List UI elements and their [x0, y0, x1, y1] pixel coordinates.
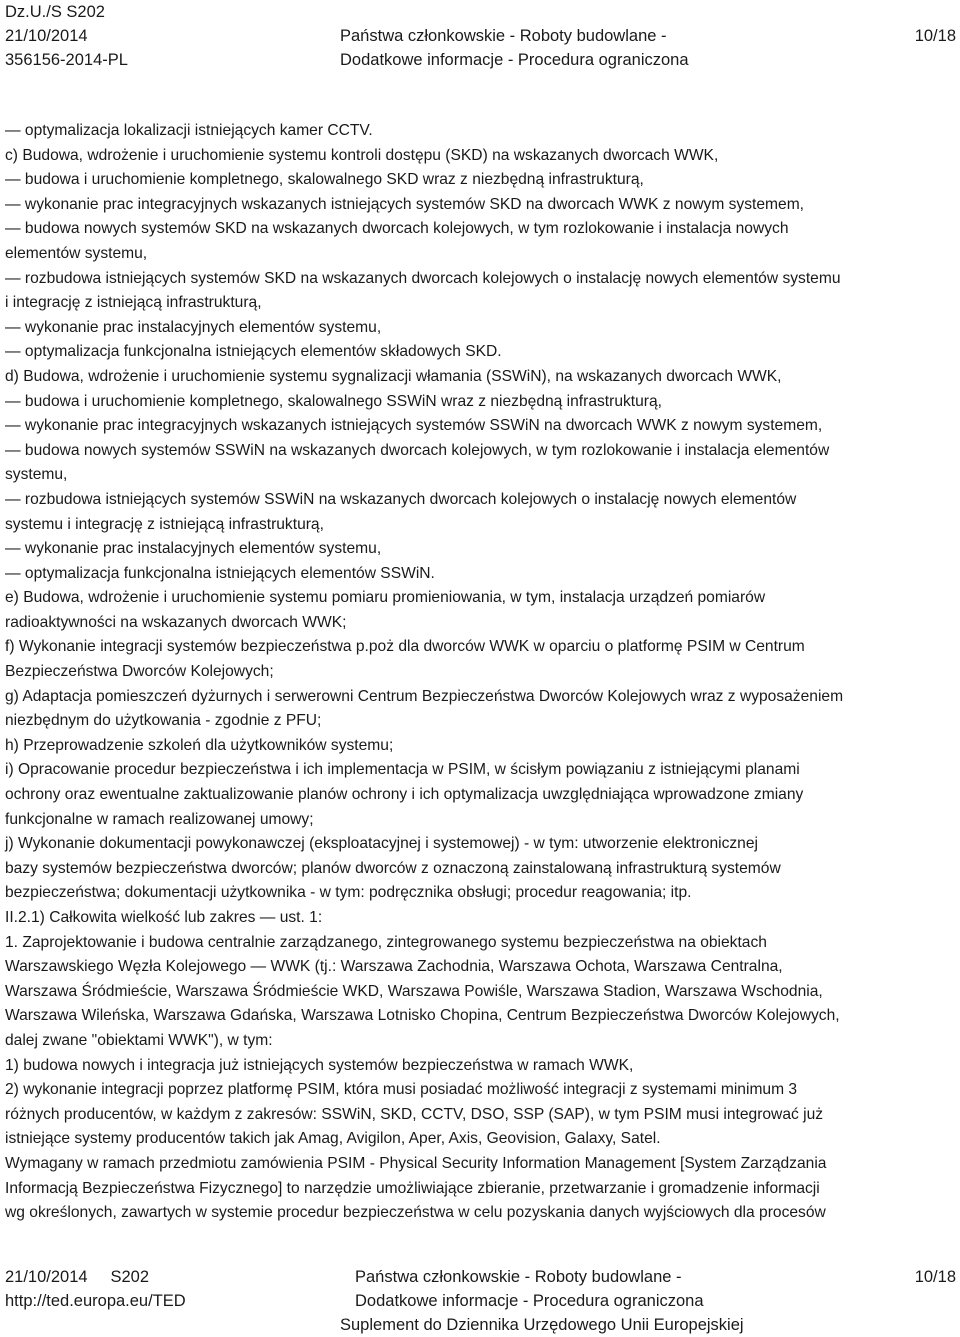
body-line: e) Budowa, wdrożenie i uruchomienie systemu pomiaru promieniowania, w tym, instalacja urządzeń pomiarów — [5, 589, 766, 607]
body-line: różnych producentów, w każdym z zakresów: SSWiN, SKD, CCTV, DSO, SSP (SAP), w tym PSIM musi integrować już — [5, 1105, 824, 1123]
body-line: i) Opracowanie procedur bezpieczeństwa i ich implementacja w PSIM, w ścisłym powiązaniu z istniejącymi planami — [5, 761, 800, 779]
document-body — [5, 119, 955, 1226]
body-line: j) Wykonanie dokumentacji powykonawczej (eksploatacyjnej i systemowej) - w tym: utworzenie elektronicznej — [5, 835, 758, 853]
body-line: — rozbudowa istniejących systemów SKD na wskazanych dworcach kolejowych o instalację nowych elementów systemu — [5, 269, 841, 287]
footer-category: Państwa członkowskie - Roboty budowlane - — [355, 1268, 682, 1286]
body-line: i integrację z istniejącą infrastrukturą, — [5, 294, 262, 312]
body-line: systemu, — [5, 466, 68, 484]
body-line: bazy systemów bezpieczeństwa dworców; planów dworców z oznaczoną zainstalowaną infrastrukturą systemów — [5, 859, 781, 877]
header-journal-ref: Dz.U./S S202 — [5, 3, 105, 21]
body-line: 1. Zaprojektowanie i budowa centralnie zarządzanego, zintegrowanego systemu bezpieczeństwa na obiektach — [5, 933, 767, 951]
header-notice-id: 356156-2014-PL — [5, 51, 128, 69]
body-line: — optymalizacja funkcjonalna istniejących elementów SSWiN. — [5, 564, 435, 582]
body-line: f) Wykonanie integracji systemów bezpieczeństwa p.poż dla dworców WWK w oparciu o platformę PSIM w Centrum — [5, 638, 805, 656]
body-line: systemu i integrację z istniejącą infrastrukturą, — [5, 515, 324, 533]
page-footer — [0, 1265, 960, 1334]
footer-url: http://ted.europa.eu/TED — [5, 1292, 186, 1310]
body-line: — budowa nowych systemów SKD na wskazanych dworcach kolejowych, w tym rozlokowanie i instalacja nowych — [5, 220, 789, 238]
body-line: h) Przeprowadzenie szkoleń dla użytkowników systemu; — [5, 736, 394, 754]
body-line: bezpieczeństwa; dokumentacji użytkownika - w tym: podręcznika obsługi; procedur reagowania; itp. — [5, 884, 692, 902]
body-line: elementów systemu, — [5, 244, 148, 262]
header-left — [5, 0, 128, 72]
body-line: ochrony oraz ewentualne zaktualizowanie planów ochrony i ich optymalizacja uwzględniająca wprowadzone zmiany — [5, 786, 804, 804]
body-line: II.2.1) Całkowita wielkość lub zakres — ust. 1: — [5, 909, 323, 926]
body-line: — budowa nowych systemów SSWiN na wskazanych dworcach kolejowych, w tym rozlokowanie i instalacja elementów — [5, 441, 830, 459]
header-page-number: 10/18 — [914, 27, 956, 45]
header-center — [340, 0, 740, 72]
body-line: d) Budowa, wdrożenie i uruchomienie systemu sygnalizacji włamania (SSWiN), na wskazanych dworcach WWK, — [5, 367, 782, 385]
body-line: — budowa i uruchomienie kompletnego, skalowalnego SSWiN wraz z niezbędną infrastrukturą, — [5, 392, 663, 410]
page-header — [0, 0, 960, 75]
body-line: wg określonych, zawartych w systemie procedur bezpieczeństwa w celu pozyskania danych wyjściowych dla procesów — [5, 1204, 826, 1222]
footer-center — [340, 1265, 760, 1337]
footer-procedure: Dodatkowe informacje - Procedura ograniczona — [355, 1292, 704, 1310]
body-line: — wykonanie prac integracyjnych wskazanych istniejących systemów SKD na dworcach WWK z nowym systemem, — [5, 195, 805, 213]
body-line: Warszawa Śródmieście, Warszawa Śródmieście WKD, Warszawa Powiśle, Warszawa Stadion, Warszawa Wschodnia, — [5, 982, 823, 1000]
footer-page-number: 10/18 — [914, 1268, 956, 1286]
body-line: 2) wykonanie integracji poprzez platformę PSIM, która musi posiadać możliwość integracji z systemami minimum 3 — [5, 1081, 798, 1099]
body-line: — optymalizacja lokalizacji istniejących kamer CCTV. — [5, 122, 373, 139]
header-category: Państwa członkowskie - Roboty budowlane - — [340, 27, 667, 45]
body-line: — wykonanie prac integracyjnych wskazanych istniejących systemów SSWiN na dworcach WWK z nowym systemem, — [5, 417, 823, 435]
footer-date-ref: 21/10/2014 S202 — [5, 1268, 150, 1286]
body-line: Informacją Bezpieczeństwa Fizycznego] to narzędzie umożliwiające zbieranie, przetwarzanie i gromadzenie informacji — [5, 1179, 820, 1197]
body-line: Warszawskiego Węzła Kolejowego — WWK (tj.: Warszawa Zachodnia, Warszawa Ochota, Warszawa Centralna, — [5, 958, 783, 976]
body-line: — wykonanie prac instalacyjnych elementów systemu, — [5, 540, 382, 558]
body-line: 1) budowa nowych i integracja już istniejących systemów bezpieczeństwa w ramach WWK, — [5, 1056, 634, 1074]
body-line: — rozbudowa istniejących systemów SSWiN na wskazanych dworcach kolejowych o instalację nowych elementów — [5, 490, 797, 508]
body-line: c) Budowa, wdrożenie i uruchomienie systemu kontroli dostępu (SKD) na wskazanych dworcach WWK, — [5, 146, 719, 164]
header-procedure: Dodatkowe informacje - Procedura ograniczona — [340, 51, 689, 69]
body-line: Wymagany w ramach przedmiotu zamówienia PSIM - Physical Security Information Management [System Zarządzania — [5, 1154, 827, 1172]
footer-left — [5, 1265, 186, 1313]
body-line: radioaktywności na wskazanych dworcach WWK; — [5, 613, 347, 631]
body-line: dalej zwane "obiektami WWK"), w tym: — [5, 1031, 273, 1049]
body-line: Bezpieczeństwa Dworców Kolejowych; — [5, 663, 274, 681]
body-line: istniejące systemy producentów takich jak Amag, Avigilon, Aper, Axis, Geovision, Galaxy, Satel. — [5, 1130, 661, 1148]
body-line: funkcjonalne w ramach realizowanej umowy; — [5, 810, 314, 828]
header-date: 21/10/2014 — [5, 27, 88, 45]
body-line: Warszawa Wileńska, Warszawa Gdańska, Warszawa Lotnisko Chopina, Centrum Bezpieczeństwa Dworców Kolejowych, — [5, 1007, 840, 1025]
body-line: — budowa i uruchomienie kompletnego, skalowalnego SKD wraz z niezbędną infrastrukturą, — [5, 171, 644, 189]
body-line: niezbędnym do użytkowania - zgodnie z PFU; — [5, 712, 322, 730]
body-line: — optymalizacja funkcjonalna istniejących elementów składowych SKD. — [5, 343, 502, 361]
body-line: g) Adaptacja pomieszczeń dyżurnych i serwerowni Centrum Bezpieczeństwa Dworców Kolejowych wraz z wyposażeniem — [5, 687, 844, 705]
body-line: — wykonanie prac instalacyjnych elementów systemu, — [5, 318, 382, 336]
footer-journal-name: Suplement do Dziennika Urzędowego Unii Europejskiej — [340, 1316, 744, 1334]
